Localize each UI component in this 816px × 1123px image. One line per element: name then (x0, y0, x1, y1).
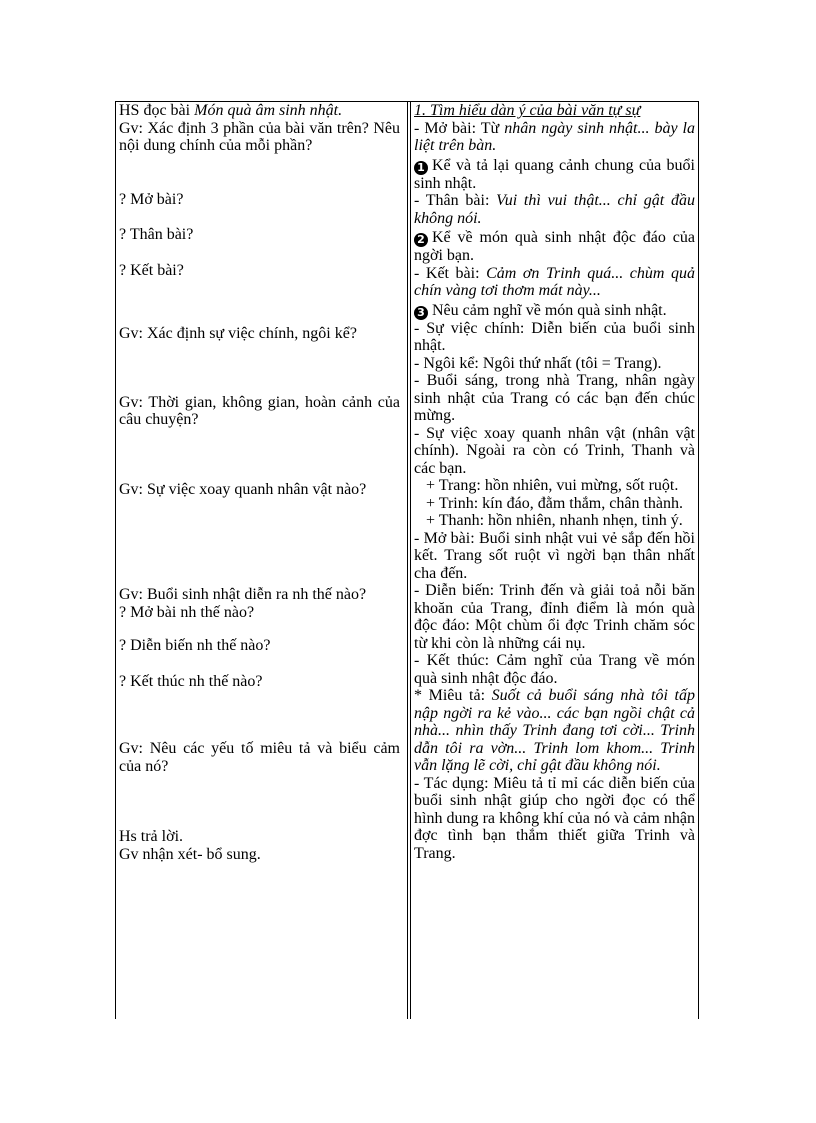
reading-instruction: HS đọc bài Món quà âm sinh nhật. (119, 102, 343, 119)
question-dien-bien: ? Diễn biến nh thế nào? (119, 637, 271, 654)
question-ket-thuc: ? Kết thúc nh thế nào? (119, 672, 263, 690)
question-ket-bai: ? Kết bài? (119, 261, 184, 279)
number-1-icon: 1 (414, 161, 428, 175)
ngoi-ke: - Ngôi kể: Ngôi thứ nhất (tôi = Trang). (414, 354, 662, 372)
character-trang: + Trang: hồn nhiên, vui mừng, sốt ruột. (426, 477, 679, 494)
question-mo-bai-2: ? Mở bài nh thế nào? (119, 603, 255, 621)
question-nhan-vat: Gv: Sự việc xoay quanh nhân vật nào? (119, 480, 367, 498)
question-than-bai: ? Thân bài? (119, 226, 194, 243)
point-1: 1 Kể và tả lại quang cảnh chung của buổi sinh nhật. (414, 156, 695, 192)
point-2: 2 Kể về món quà sinh nhật độc đáo của ngời bạn. (414, 229, 695, 264)
teacher-comment: Gv nhận xét- bổ sung. (119, 845, 261, 863)
table-left-border (115, 101, 116, 1019)
ket-thuc-detail: - Kết thúc: Cảm nghĩ của Trang về món quà sinh nhật độc đáo. (414, 652, 695, 687)
than-bai-summary: - Thân bài: Vui thì vui thật... chỉ gật đầu không nói. (414, 192, 695, 227)
table-right-border (698, 101, 699, 1019)
table-column-divider-double (410, 101, 411, 1019)
lesson-content-column (414, 101, 695, 862)
mo-bai-detail: - Mở bài: Buổi sinh nhật vui vẻ sắp đến hồi kết. Trang sốt ruột vì ngời bạn thân nhất cha đến. (414, 529, 695, 582)
tac-dung: - Tác dụng: Miêu tả tỉ mỉ các diễn biến của buổi sinh nhật giúp cho ngời đọc có thể hình dung ra không khí của nó và cảm nhận đợc tình bạn thắm thiết giữa Trinh và Trang. (414, 774, 695, 862)
number-2-icon: 2 (414, 233, 428, 247)
student-answer: Hs trả lời. (119, 828, 184, 845)
character-trinh: + Trinh: kín đáo, đằm thắm, chân thành. (426, 494, 683, 512)
question-yeu-to: Gv: Nêu các yếu tố miêu tả và biểu cảm của nó? (119, 740, 400, 775)
teacher-activities-column (119, 101, 400, 863)
question-su-viec: Gv: Xác định sự việc chính, ngôi kể? (119, 325, 357, 342)
character-thanh: + Thanh: hồn nhiên, nhanh nhẹn, tinh ý. (426, 512, 683, 529)
number-3-icon: 3 (414, 306, 428, 320)
xoay-quanh: - Sự việc xoay quanh nhân vật (nhân vật chính). Ngoài ra còn có Trinh, Thanh và các bạn. (414, 424, 695, 477)
buoi-sang: - Buổi sáng, trong nhà Trang, nhân ngày sinh nhật của Trang có các bạn đến chúc mừng. (414, 372, 695, 424)
question-dien-ra: Gv: Buổi sinh nhật diễn ra nh thế nào? (119, 586, 367, 603)
su-viec-chinh: - Sự việc chính: Diễn biến của buổi sinh nhật. (414, 319, 695, 354)
ket-bai-summary: - Kết bài: Cảm ơn Trinh quá... chùm quả chín vàng tơi thơm mát này... (414, 264, 696, 299)
section-heading: 1. Tìm hiểu dàn ý của bài văn tự sự (414, 102, 641, 119)
question-thoi-gian: Gv: Thời gian, không gian, hoàn cảnh của câu chuyện? (119, 393, 400, 428)
dien-bien-detail: - Diễn biến: Trinh đến và giải toả nỗi băn khoăn của Trang, đỉnh điểm là món quà độc đáo: Một chùm ổi đợc Trinh chăm sóc từ khi còn là những cái nụ. (414, 582, 695, 652)
point-3: 3 Nêu cảm nghĩ về món quà sinh nhật. (414, 302, 695, 320)
mo-bai-summary: - Mở bài: Từ nhân ngày sinh nhật... bày la liệt trên bàn. (414, 119, 696, 154)
table-column-divider (407, 101, 408, 1019)
question-mo-bai: ? Mở bài? (119, 190, 184, 208)
mieu-ta: * Miêu tả: Suốt cả buổi sáng nhà tôi tấp nập ngời ra kẻ vào... các bạn ngồi chật cả nhà... nhìn thấy Trinh đang tơi cời... Trinh dẫn tôi ra vờn... Trinh lom khom... Trinh vẫn lặng lẽ cời, chỉ gật đầu không nói. (414, 687, 695, 774)
question-structure: Gv: Xác định 3 phần của bài văn trên? Nêu nội dung chính của mỗi phần? (119, 119, 400, 154)
